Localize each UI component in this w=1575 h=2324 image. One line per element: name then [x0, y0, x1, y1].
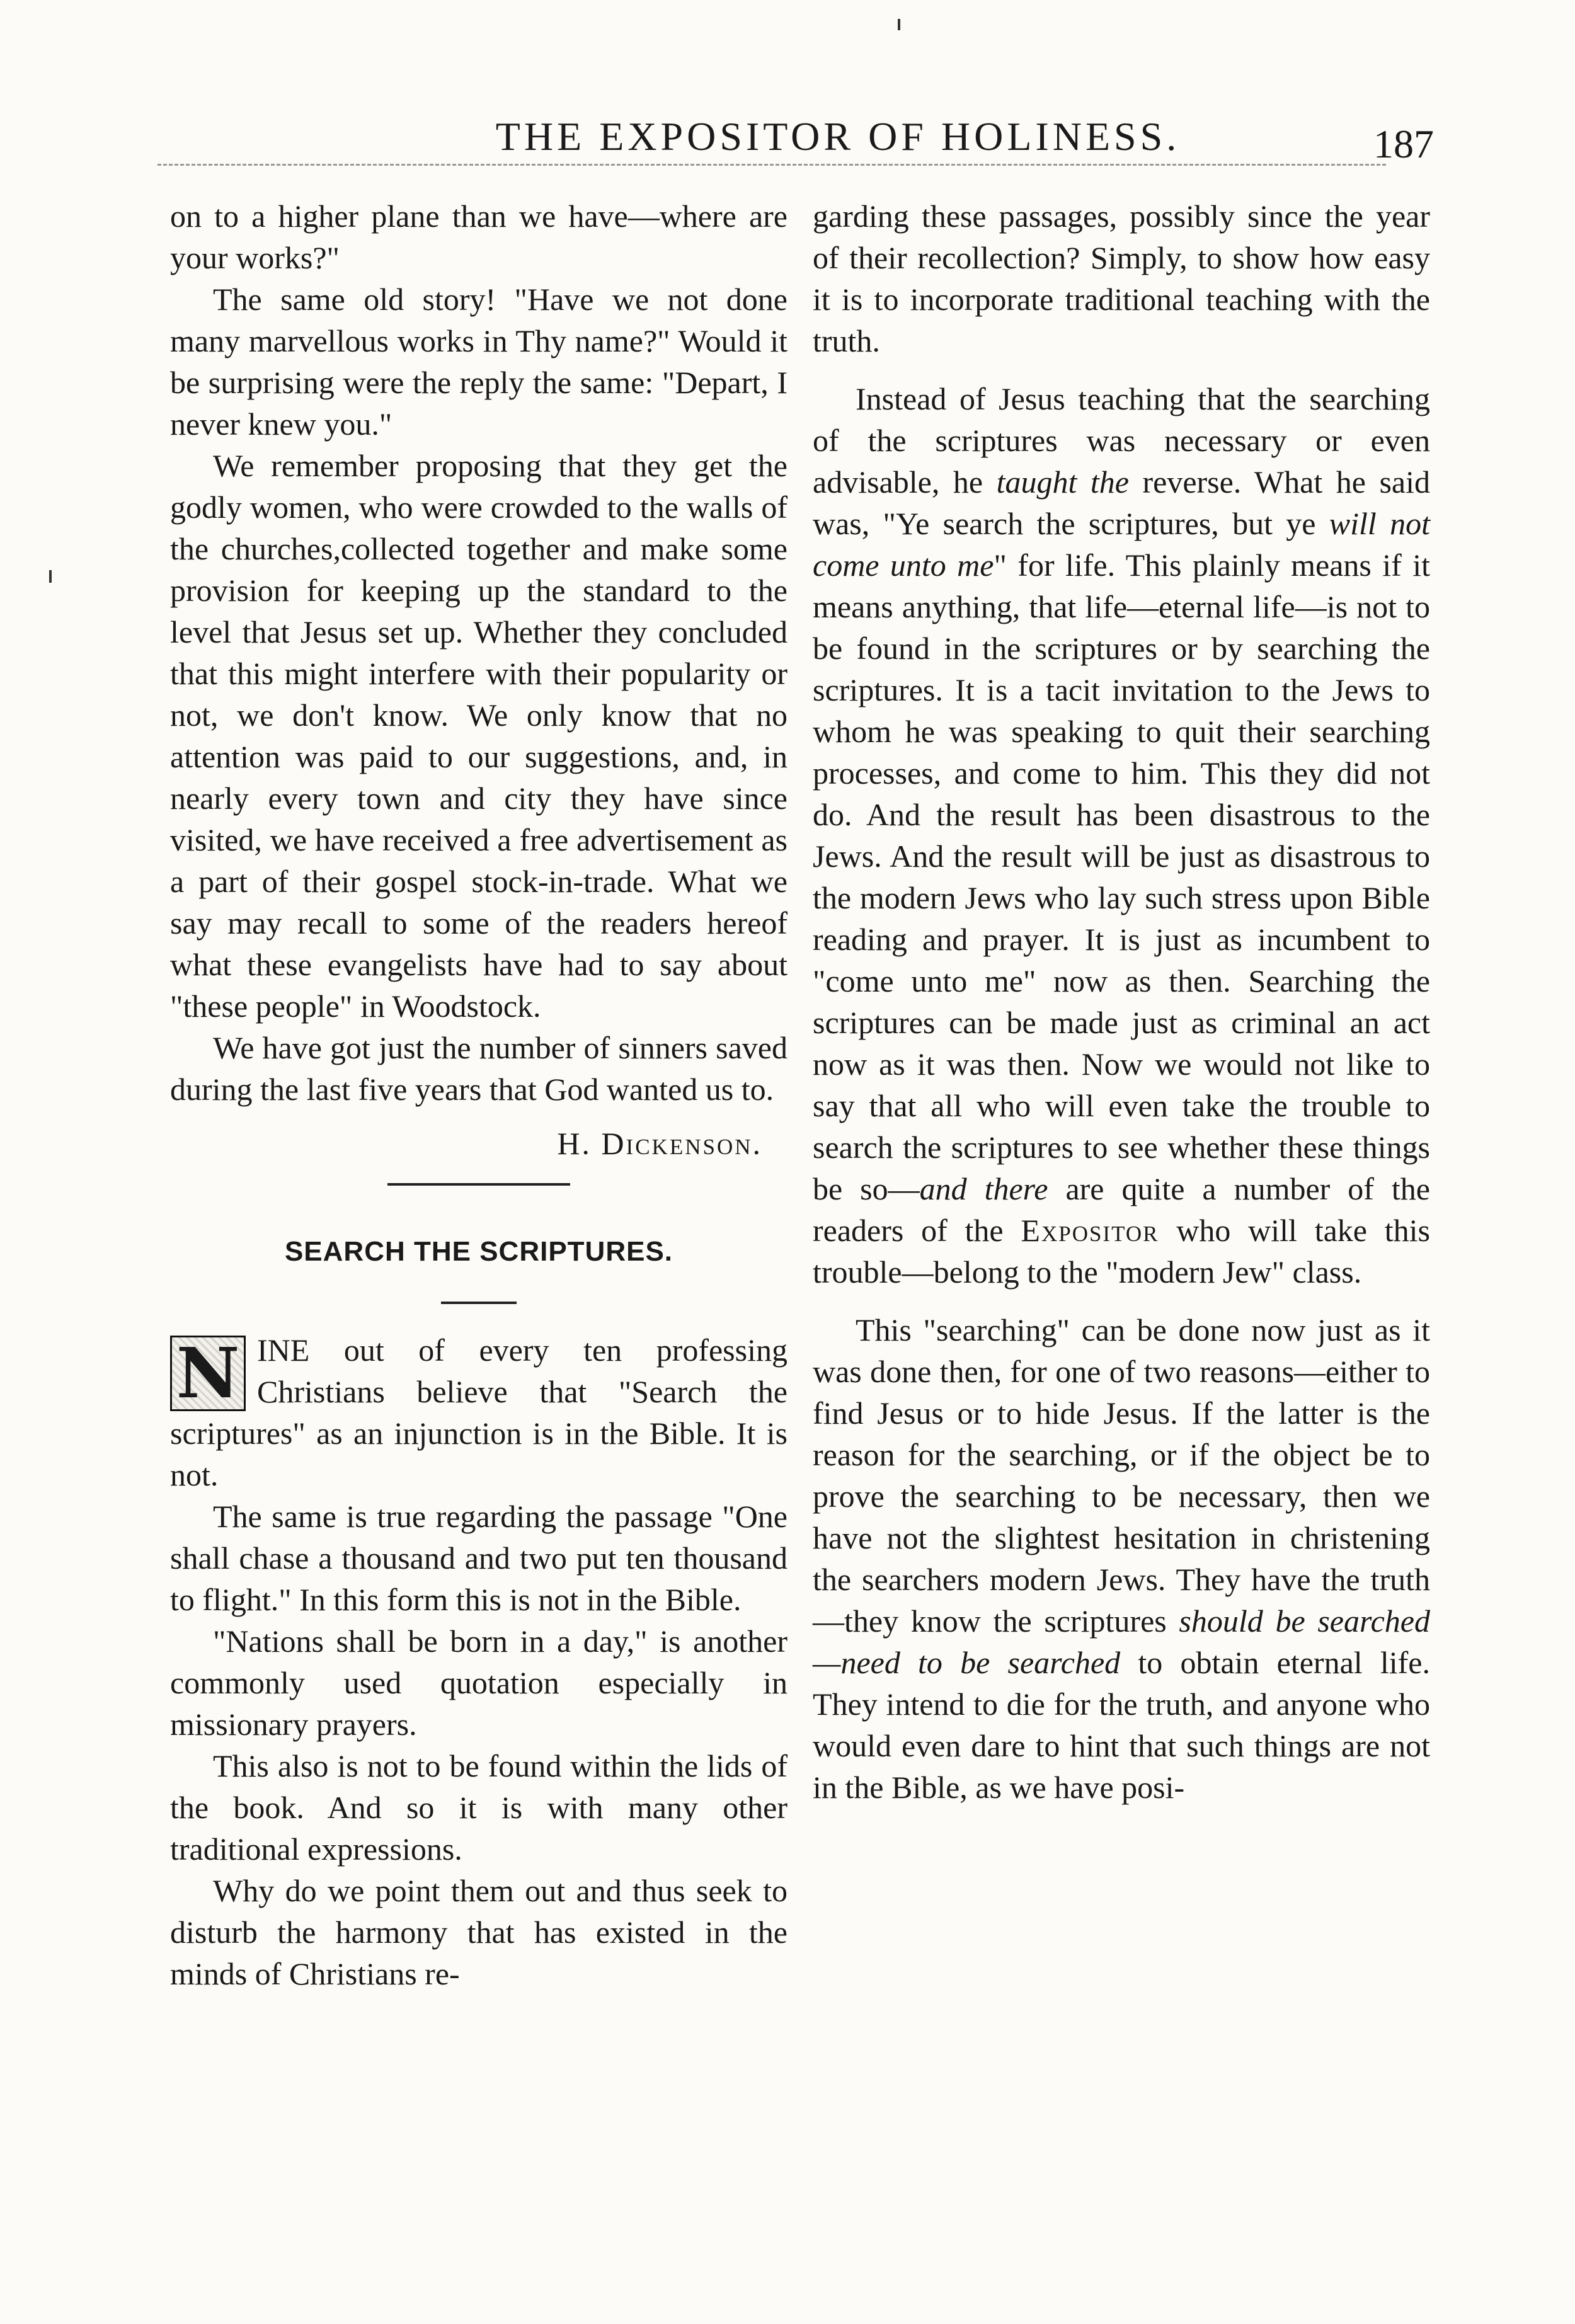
- left-column: [170, 195, 788, 1995]
- header-rule: [158, 164, 1386, 166]
- emphasis: will not come unto me: [813, 506, 1430, 583]
- scan-speck: [898, 19, 900, 30]
- emphasis: taught the: [996, 464, 1129, 500]
- paragraph: The same old story! "Have we not done many marvellous works in Thy name?" Would it be surprising were the reply the same: "Depart, I never knew you.": [170, 282, 788, 442]
- paragraph: This also is not to be found within the lids of the book. And so it is with many other traditional expressions.: [170, 1748, 788, 1867]
- text-run: reverse. What he said was, "Ye search the scriptures, but ye: [813, 464, 1430, 541]
- emphasis: should be searched—need to be searched: [813, 1603, 1430, 1680]
- page-number: 187: [1373, 122, 1434, 166]
- text-run: This "searching" can be done now just as it was done then, for one of two reasons—either to find Jesus or to hide Jesus. If the latter is the reason for the searching, or if the object be to prove the searching to be necessary, then we have not the slightest hesitation in christening the searchers modern Jews. They have the truth—they know the scriptures: [813, 1312, 1430, 1639]
- running-head: THE EXPOSITOR OF HOLINESS.: [495, 114, 1181, 159]
- paragraph: [813, 378, 1430, 1293]
- text-run: who will take this trouble—belong to the "modern Jew" class.: [813, 1213, 1430, 1290]
- title-divider: [441, 1302, 517, 1304]
- paragraph: We remember proposing that they get the godly women, who were crowded to the walls of the churches,collected together and make some provision for keeping up the standard to the level that Jesus set up. Whether they concluded that this might interfere with their popularity or not, we don't know. We only know that no attention was paid to our suggestions, and, in nearly every town and city they have since visited, we have received a free advertisement as a part of their gospel stock-in-trade. What we say may recall to some of the readers hereof what these evangelists have had to say about "these people" in Woodstock.: [170, 448, 788, 1024]
- text-run: to obtain eternal life. They intend to die for the truth, and anyone who would even dare to hint that such things are not in the Bible, as we have posi-: [813, 1645, 1430, 1805]
- opening-word: INE: [257, 1332, 310, 1368]
- margin-mark: [49, 570, 52, 583]
- paragraph: garding these passages, possibly since the year of their recollection? Simply, to show how easy it is to incorporate traditional teaching with the truth.: [813, 198, 1430, 358]
- paragraph: [813, 1309, 1430, 1808]
- paragraph: The same is true regarding the passage "One shall chase a thousand and two put ten thousand to flight." In this form this is not in the Bible.: [170, 1499, 788, 1617]
- text-run: Instead of Jesus teaching that the searching of the scriptures was necessary or even advisable, he: [813, 381, 1430, 500]
- paragraph: We have got just the number of sinners saved during the last five years that God wanted us to.: [170, 1030, 788, 1107]
- paragraph: on to a higher plane than we have—where are your works?": [170, 198, 788, 275]
- text-run: " for life. This plainly means if it means anything, that life—eternal life—is not to be found in the scriptures or by searching the scriptures. It is a tacit invitation to the Jews to whom he was speaking to quit their searching processes, and come to him. This they did not do. And the result has been disastrous to the Jews. And the result will be just as disastrous to the modern Jews who lay such stress upon Bible reading and prayer. It is just as incumbent to "come unto me" now as then. Searching the scriptures can be made just as criminal an act now as it was then. Now we would not like to say that all who will even take the trouble to search the scriptures to see whether these things be so—: [813, 547, 1430, 1206]
- emphasis: and there: [919, 1171, 1048, 1206]
- section-divider: [387, 1183, 570, 1186]
- text-run: are quite a number of the readers of the: [813, 1171, 1430, 1248]
- right-column: [813, 195, 1430, 1824]
- dropcap: N: [170, 1336, 246, 1411]
- paragraph: Why do we point them out and thus seek to disturb the harmony that has existed in the minds of Christians re-: [170, 1873, 788, 1991]
- paragraph: "Nations shall be born in a day," is another commonly used quotation especially in missionary prayers.: [170, 1623, 788, 1742]
- section-title: SEARCH THE SCRIPTURES.: [284, 1236, 673, 1267]
- opening-paragraph: [170, 1329, 788, 1496]
- publication-name: Expositor: [1021, 1213, 1159, 1248]
- opening-text: out of every ten professing Christians believe that "Search the scriptures" as an injunction is in the Bible. It is not.: [170, 1332, 788, 1492]
- author-signature: H. Dickenson.: [557, 1126, 762, 1161]
